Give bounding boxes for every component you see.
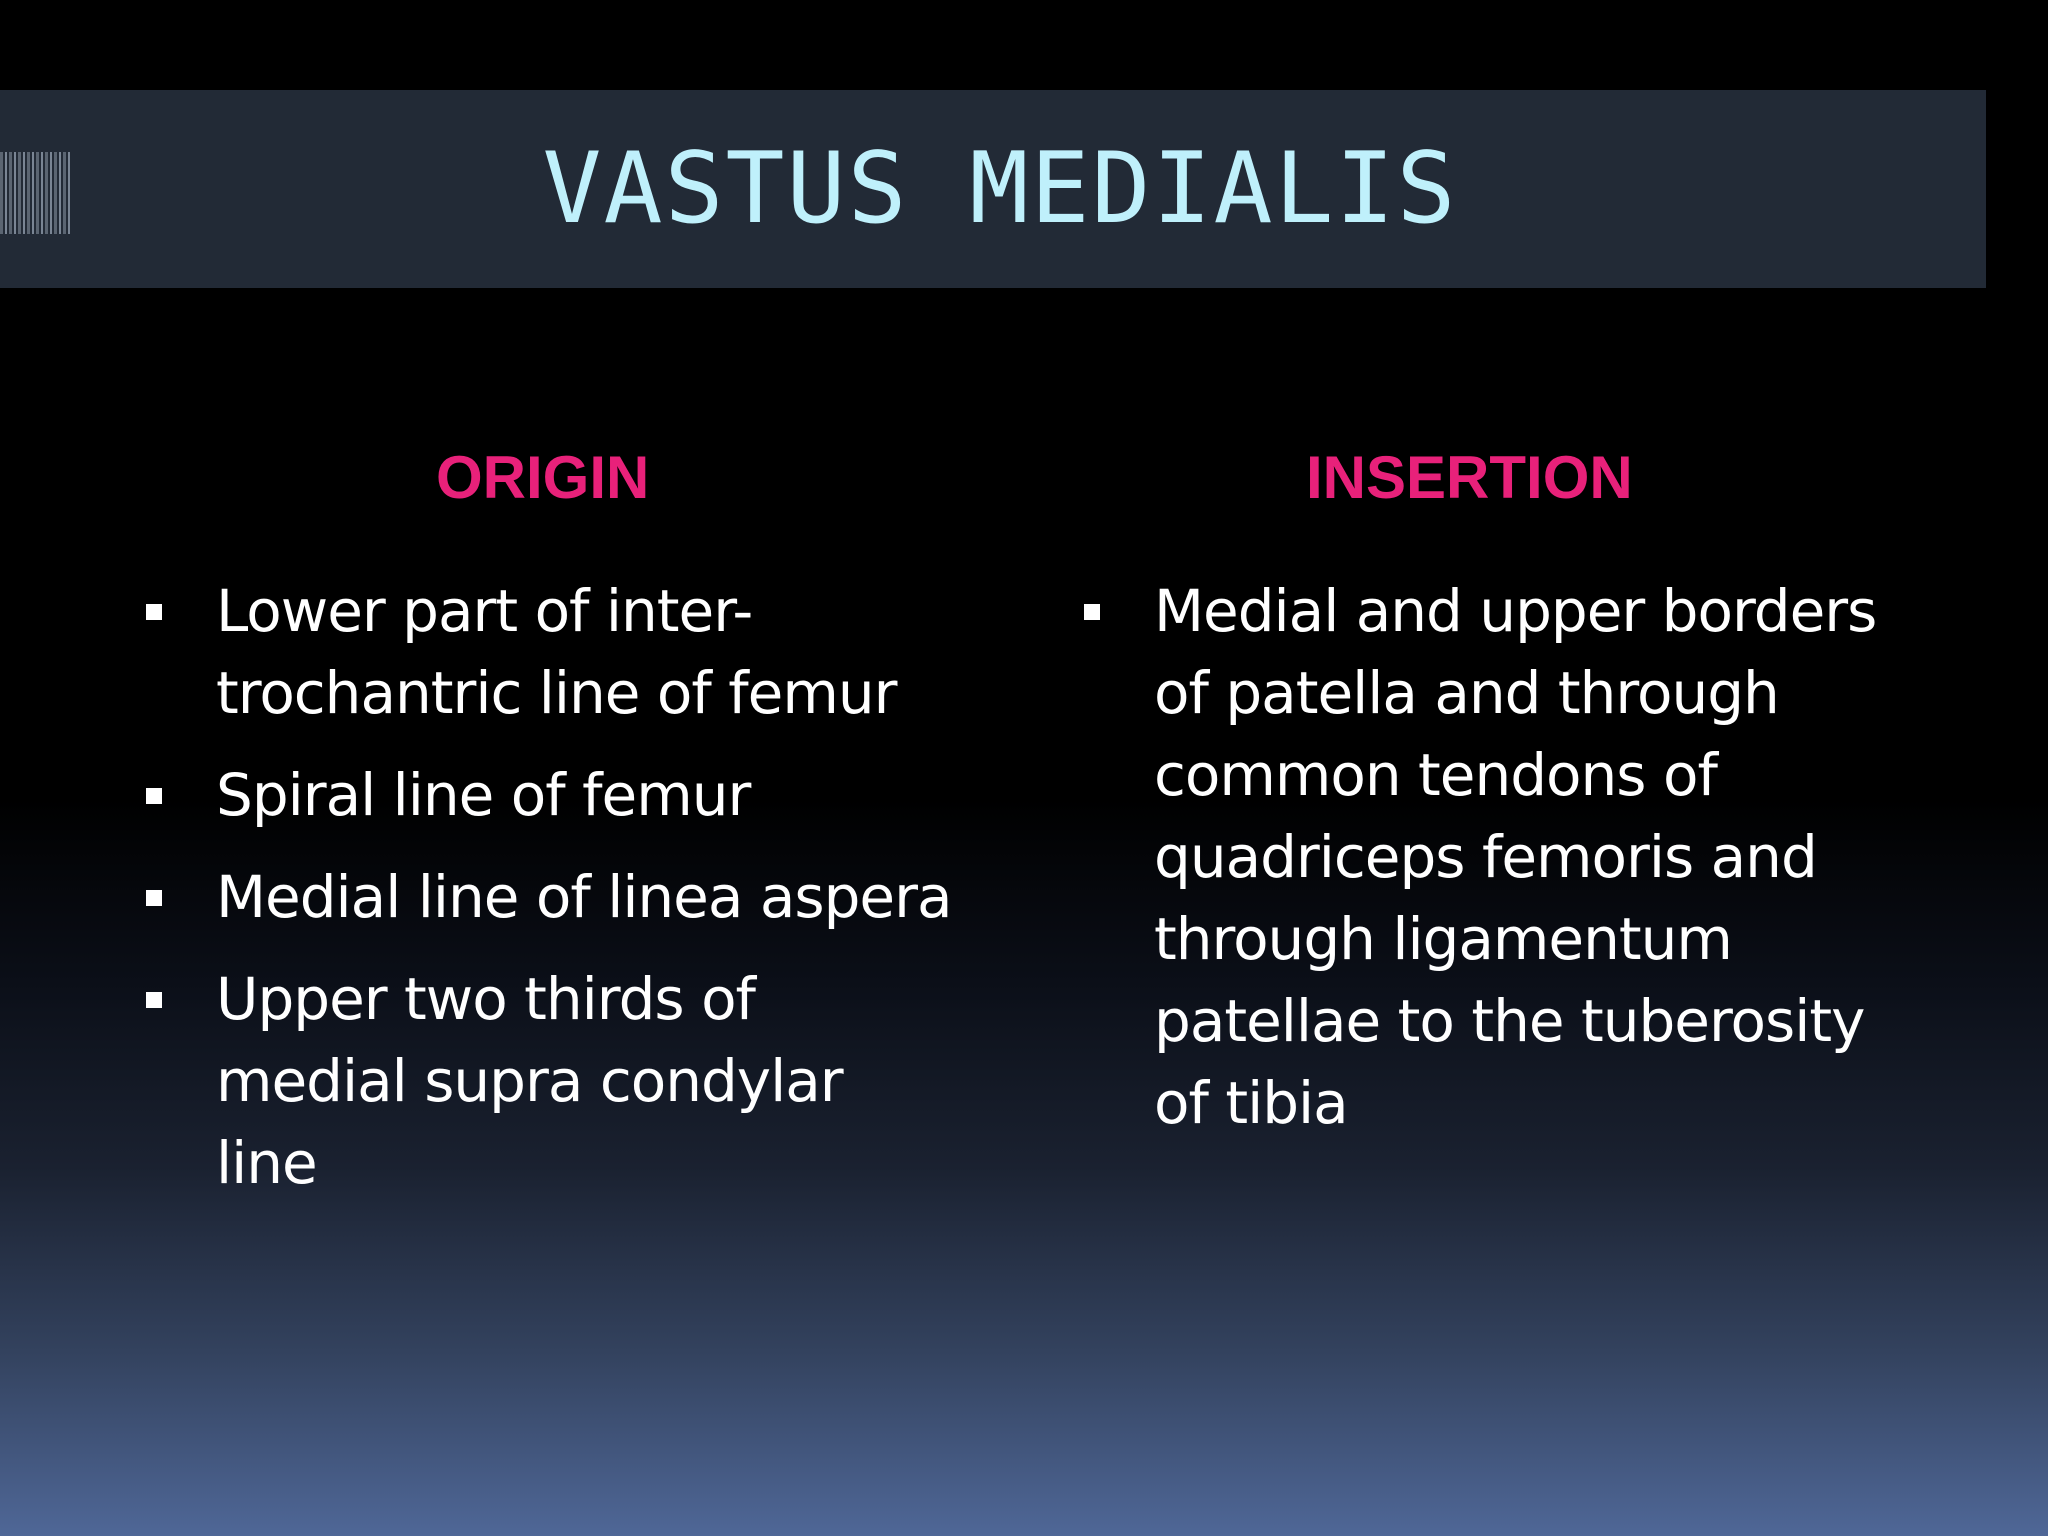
list-item-text: Upper two thirds of medial supra condylar line: [216, 965, 843, 1197]
origin-column: [140, 430, 960, 1224]
insertion-heading: INSERTION: [1306, 444, 1633, 511]
list-item: [1078, 570, 1918, 1144]
insertion-column: [1078, 430, 1918, 1164]
list-item-text: Spiral line of femur: [216, 761, 751, 829]
origin-list: [140, 570, 960, 1204]
list-item-text: Lower part of inter-trochantric line of femur: [216, 577, 897, 727]
insertion-list: [1078, 570, 1918, 1144]
list-item: [140, 856, 960, 938]
square-bullet-icon: [146, 890, 162, 906]
list-item: [140, 958, 960, 1204]
square-bullet-icon: [146, 604, 162, 620]
square-bullet-icon: [1084, 604, 1100, 620]
list-item: [140, 754, 960, 836]
square-bullet-icon: [146, 992, 162, 1008]
origin-heading: ORIGIN: [436, 444, 650, 511]
title-bar: [0, 90, 1986, 288]
square-bullet-icon: [146, 788, 162, 804]
slide-title: VASTUS MEDIALIS: [542, 132, 1458, 246]
list-item: [140, 570, 960, 734]
list-item-text: Medial line of linea aspera: [216, 863, 952, 931]
list-item-text: Medial and upper borders of patella and through common tendons of quadriceps femoris and through ligamentum patellae to the tuberosity of tibia: [1154, 577, 1877, 1137]
